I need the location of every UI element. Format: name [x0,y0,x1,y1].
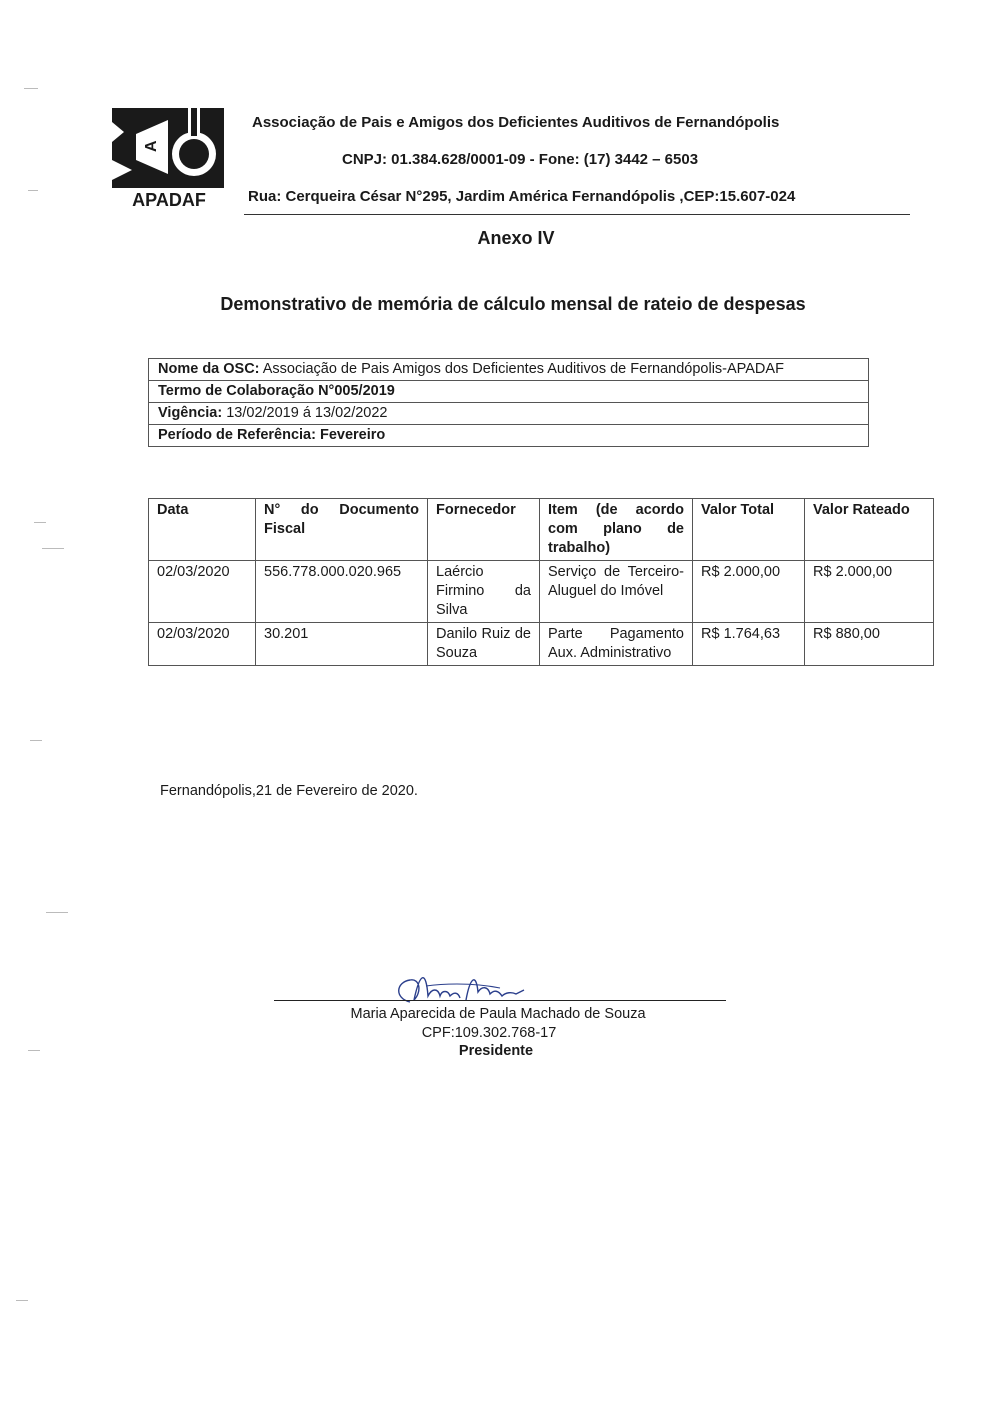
signer-role: Presidente [458,1043,534,1059]
scan-speck [28,1050,40,1051]
table-header: Item (de acordo com plano de trabalho) [540,499,693,561]
handwritten-signature [380,962,550,1012]
cnpj-phone: CNPJ: 01.384.628/0001-09 - Fone: (17) 3442 – 6503 [342,151,699,168]
signer-cpf: CPF:109.302.768-17 [421,1025,557,1041]
apadaf-logo-icon [110,108,228,210]
table-cell: 02/03/2020 [149,561,256,623]
table-row [149,623,934,666]
term-value: Termo de Colaboração N°005/2019 [158,383,395,399]
annex-title: Anexo IV [477,228,555,248]
scan-speck [16,1300,28,1301]
place-date: Fernandópolis,21 de Fevereiro de 2020. [160,783,418,799]
table-cell: R$ 2.000,00 [805,561,934,623]
info-table [148,358,869,447]
scan-speck [30,740,42,741]
table-cell: R$ 1.764,63 [693,623,805,666]
table-header: Valor Total [693,499,805,561]
info-cell-period [149,425,869,447]
info-cell-validity [149,403,869,425]
table-header: Data [149,499,256,561]
info-cell-term [149,381,869,403]
svg-text:A: A [143,140,160,152]
validity-label: Vigência: [158,405,223,421]
scan-speck [28,190,38,191]
table-cell: Danilo Ruiz de Souza [428,623,540,666]
document-title: Demonstrativo de memória de cálculo mensal de rateio de despesas [220,294,806,314]
osc-value: Associação de Pais Amigos dos Deficientes Auditivos de Fernandópolis-APADAF [259,361,784,377]
validity-value: 13/02/2019 á 13/02/2022 [222,405,388,421]
info-cell-osc [149,359,869,381]
info-row-osc [149,359,869,381]
signature-line [274,1000,726,1001]
table-cell: R$ 880,00 [805,623,934,666]
scan-speck [34,522,46,523]
header-rule [244,214,910,215]
table-header: N° do Documento Fiscal [256,499,428,561]
info-row-validity [149,403,869,425]
table-cell: Serviço de Terceiro- Aluguel do Imóvel [540,561,693,623]
signer-name: Maria Aparecida de Paula Machado de Souza [350,1006,646,1022]
expense-table [148,498,934,666]
table-row [149,561,934,623]
svg-text:APADAF: APADAF [132,190,206,210]
scan-speck [42,548,64,549]
info-row-period [149,425,869,447]
table-cell: R$ 2.000,00 [693,561,805,623]
address: Rua: Cerqueira César N°295, Jardim América Fernandópolis ,CEP:15.607-024 [248,188,796,205]
scan-speck [46,912,68,913]
info-row-term [149,381,869,403]
org-name: Associação de Pais e Amigos dos Deficientes Auditivos de Fernandópolis [252,114,780,131]
table-cell: Parte Pagamento Aux. Administrativo [540,623,693,666]
table-cell: 02/03/2020 [149,623,256,666]
table-cell: 30.201 [256,623,428,666]
table-cell: Laércio Firmino da Silva [428,561,540,623]
table-header-row [149,499,934,561]
osc-label: Nome da OSC: [158,361,260,377]
table-cell: 556.778.000.020.965 [256,561,428,623]
table-header: Valor Rateado [805,499,934,561]
scan-speck [24,88,38,89]
table-header: Fornecedor [428,499,540,561]
period-value: Período de Referência: Fevereiro [158,427,386,443]
